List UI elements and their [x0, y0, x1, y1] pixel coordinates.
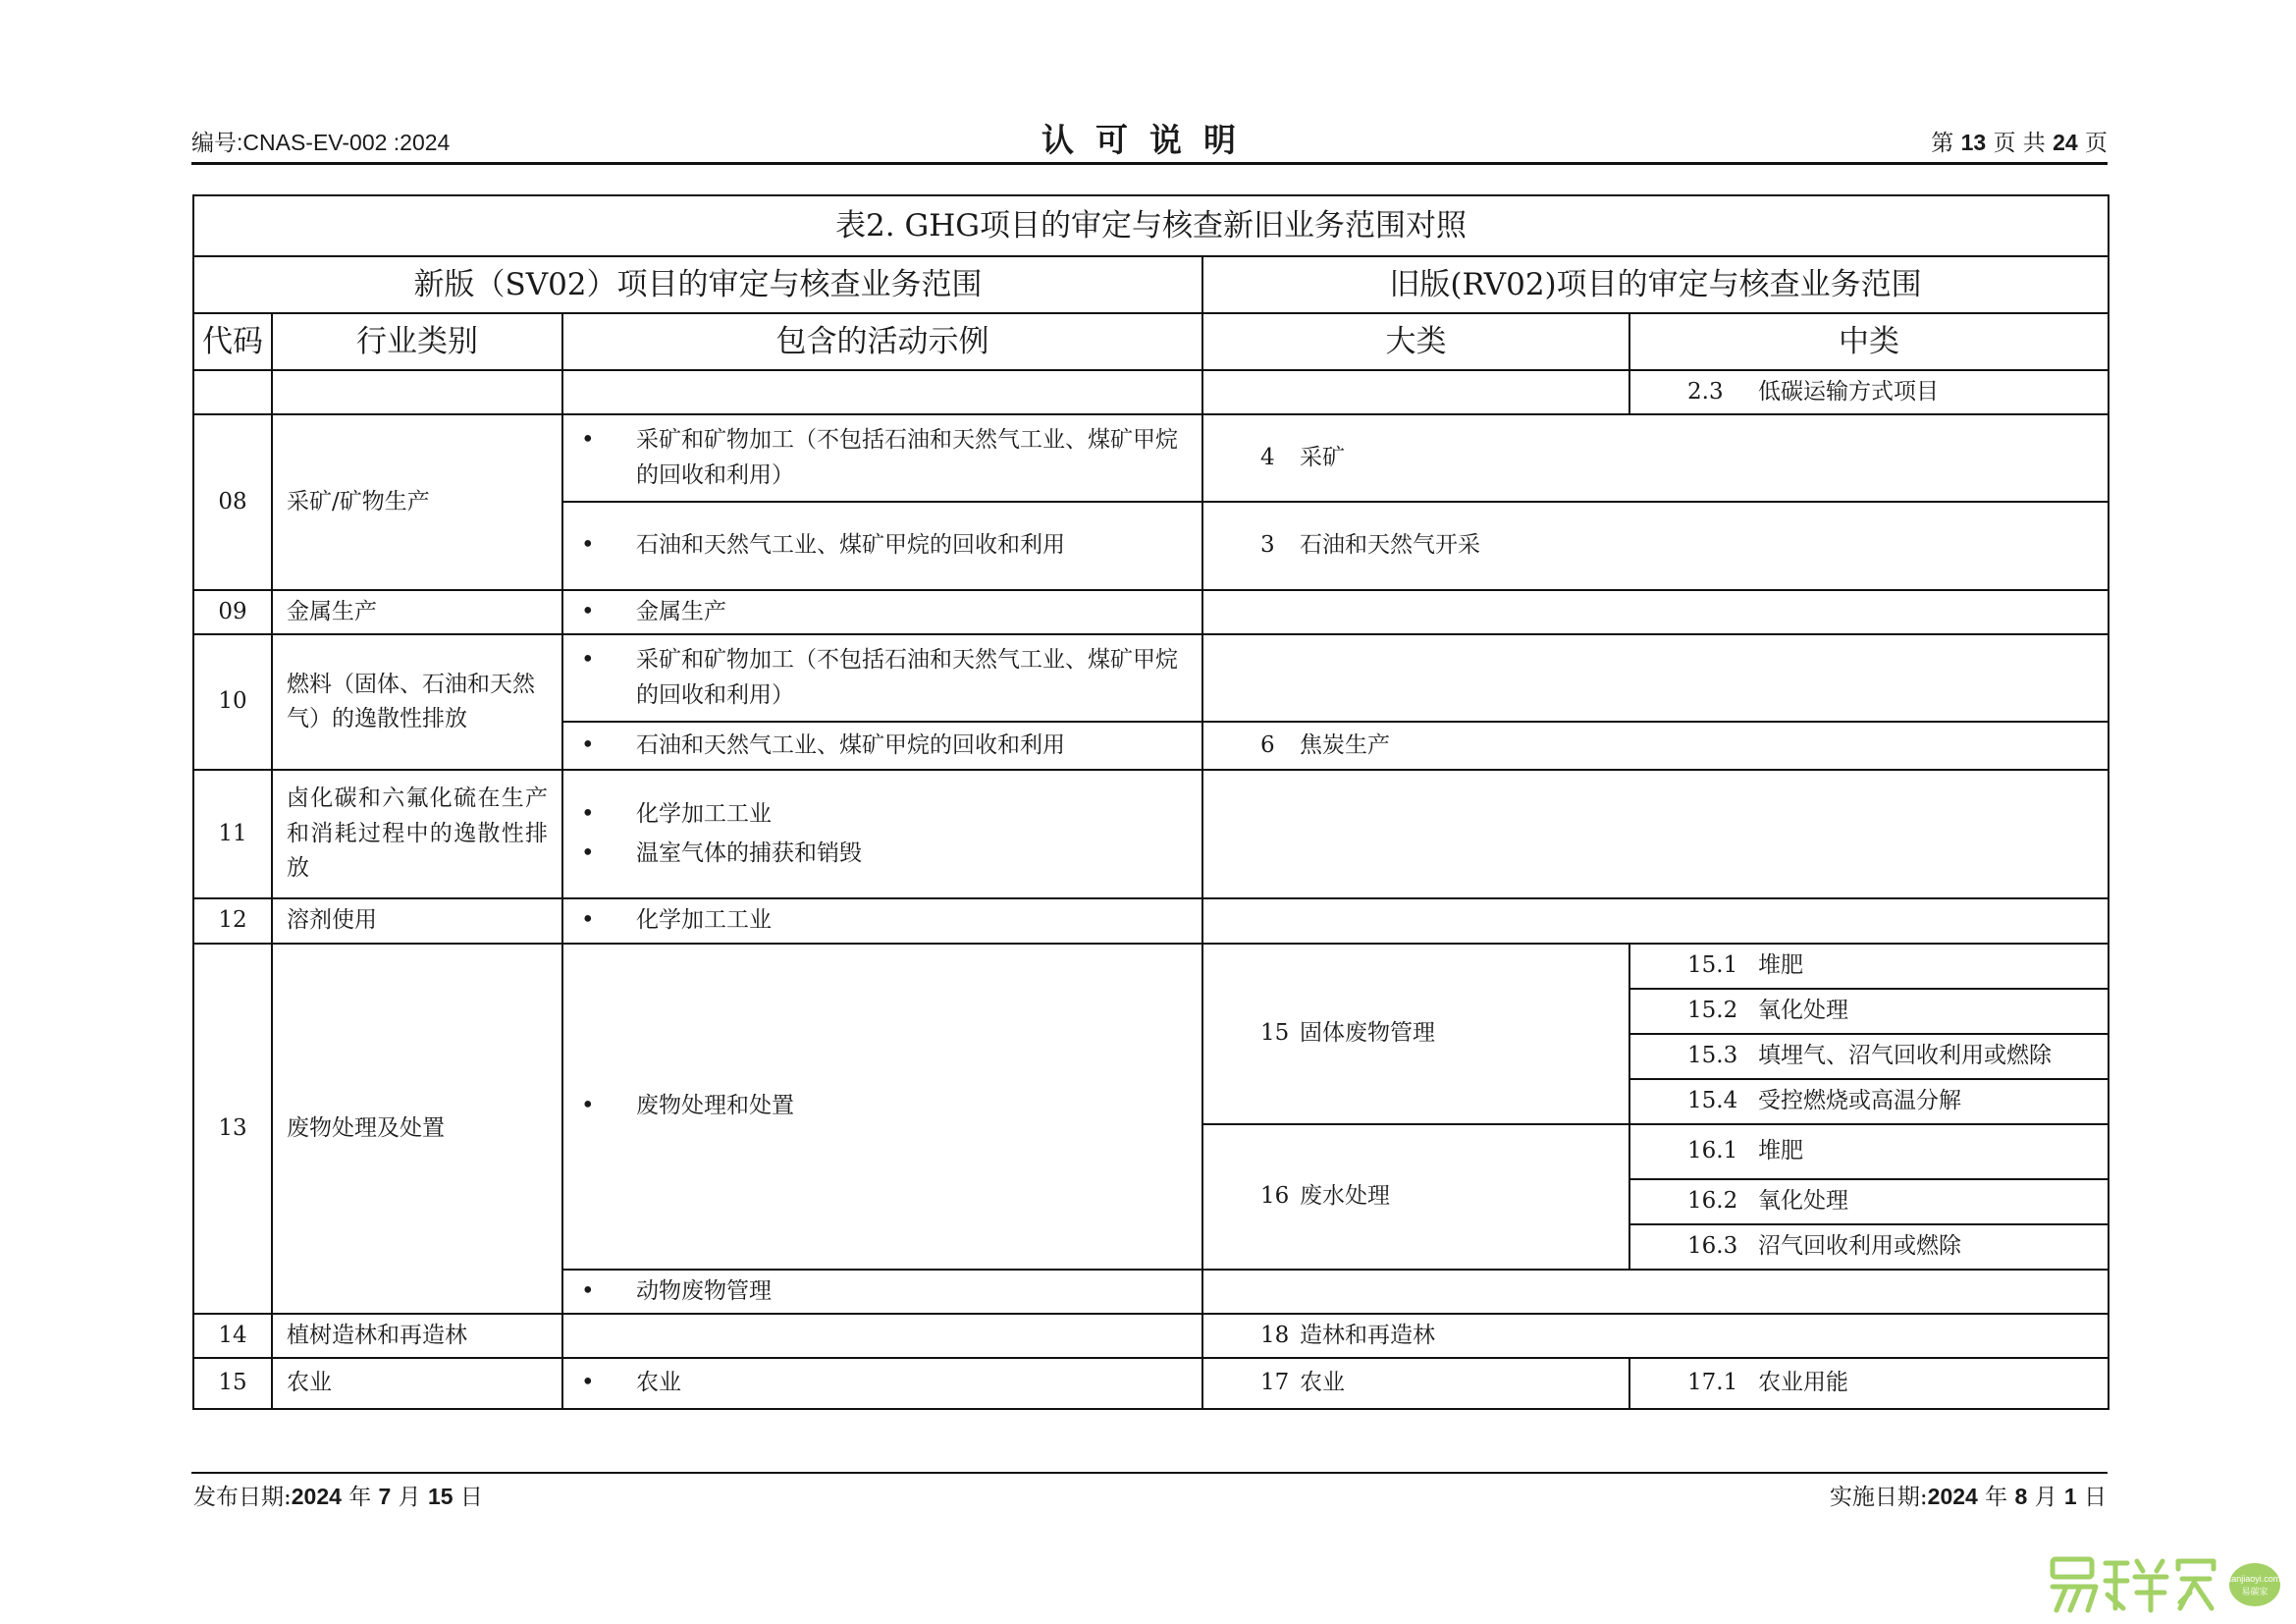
- table-row: [193, 898, 2109, 944]
- col-major-header: 大类: [1202, 313, 1629, 370]
- minor-cell: 15.1 堆肥: [1629, 944, 2109, 989]
- brand-logo-icon: [2047, 1549, 2282, 1618]
- col-industry-header: 行业类别: [272, 313, 562, 370]
- code-cell: 10: [193, 634, 272, 770]
- scope-comparison-table: [192, 194, 2109, 1410]
- old-version-header: 旧版(RV02)项目的审定与核查业务范围: [1202, 256, 2109, 313]
- industry-cell: 燃料（固体、石油和天然气）的逸散性排放: [272, 634, 562, 770]
- minor-cell: 16.3 沼气回收利用或燃除: [1629, 1224, 2109, 1270]
- page-total: 24: [2053, 130, 2078, 155]
- table-row: [193, 414, 2109, 502]
- minor-cell: 16.2 氧化处理: [1629, 1179, 2109, 1224]
- major-cell: 16 废水处理: [1202, 1124, 1629, 1270]
- table-row: [193, 1358, 2109, 1409]
- page-title: 认可说明: [1041, 121, 1257, 159]
- minor-cell: 15.3 填埋气、沼气回收利用或燃除: [1629, 1034, 2109, 1079]
- brand-watermark: [2047, 1549, 2282, 1618]
- major-cell: 4 采矿: [1202, 414, 2109, 502]
- table-row: [193, 590, 2109, 634]
- code-cell: 08: [193, 414, 272, 590]
- svg-text:易碳家: 易碳家: [2241, 1587, 2269, 1597]
- industry-cell: 溶剂使用: [272, 898, 562, 944]
- activity-cell: • 采矿和矿物加工（不包括石油和天然气工业、煤矿甲烷的回收和利用）: [562, 414, 1202, 502]
- major-cell: 6 焦炭生产: [1202, 722, 2109, 770]
- industry-cell: 植树造林和再造林: [272, 1314, 562, 1358]
- page-indicator: 第 13 页 共 24 页: [1931, 130, 2108, 156]
- minor-cell: 16.1 堆肥: [1629, 1124, 2109, 1179]
- table-row: [193, 770, 2109, 898]
- col-code-header: 代码: [193, 313, 272, 370]
- header-rule: [191, 162, 2108, 165]
- code-cell: 09: [193, 590, 272, 634]
- activity-cell: • 金属生产: [562, 590, 1202, 634]
- industry-cell: 金属生产: [272, 590, 562, 634]
- table-title-row: [193, 195, 2109, 256]
- major-cell: 3 石油和天然气开采: [1202, 502, 2109, 590]
- major-cell: 18 造林和再造林: [1202, 1314, 2109, 1358]
- issue-date: 发布日期:2024 年 7 月 15 日: [193, 1484, 483, 1510]
- table-row: [193, 944, 2109, 989]
- industry-cell: 采矿/矿物生产: [272, 414, 562, 590]
- minor-cell: 2.3 低碳运输方式项目: [1629, 370, 2109, 414]
- industry-cell: 废物处理及处置: [272, 944, 562, 1314]
- table-row: [193, 634, 2109, 722]
- minor-cell: 17.1 农业用能: [1629, 1358, 2109, 1409]
- table-row: [193, 1314, 2109, 1358]
- code-cell: 15: [193, 1358, 272, 1409]
- minor-cell: 15.2 氧化处理: [1629, 989, 2109, 1034]
- activity-cell: • 石油和天然气工业、煤矿甲烷的回收和利用: [562, 502, 1202, 590]
- code-cell: 13: [193, 944, 272, 1314]
- activity-cell: • 农业: [562, 1358, 1202, 1409]
- version-header-row: [193, 256, 2109, 313]
- code-cell: 12: [193, 898, 272, 944]
- footer-rule: [191, 1472, 2108, 1474]
- activity-cell: • 采矿和矿物加工（不包括石油和天然气工业、煤矿甲烷的回收和利用）: [562, 634, 1202, 722]
- activity-cell: • 动物废物管理: [562, 1270, 1202, 1314]
- minor-cell: 15.4 受控燃烧或高温分解: [1629, 1079, 2109, 1124]
- major-cell: 17 农业: [1202, 1358, 1629, 1409]
- col-activity-header: 包含的活动示例: [562, 313, 1202, 370]
- activity-cell: • 废物处理和处置: [562, 944, 1202, 1270]
- new-version-header: 新版（SV02）项目的审定与核查业务范围: [193, 256, 1202, 313]
- industry-cell: 卤化碳和六氟化硫在生产和消耗过程中的逸散性排放: [272, 770, 562, 898]
- activity-cell: • 化学加工工业: [562, 898, 1202, 944]
- col-minor-header: 中类: [1629, 313, 2109, 370]
- page-current: 13: [1960, 130, 1987, 155]
- doc-number: 编号:CNAS-EV-002 :2024: [191, 130, 451, 155]
- svg-text:tanjiaoyi.com: tanjiaoyi.com: [2228, 1574, 2281, 1584]
- table-row: [193, 370, 2109, 414]
- code-cell: 11: [193, 770, 272, 898]
- activity-cell: • 化学加工工业 • 温室气体的捕获和销毁: [562, 770, 1202, 898]
- major-cell: 15 固体废物管理: [1202, 944, 1629, 1124]
- activity-cell: • 石油和天然气工业、煤矿甲烷的回收和利用: [562, 722, 1202, 770]
- code-cell: 14: [193, 1314, 272, 1358]
- page-header: [191, 118, 2108, 165]
- industry-cell: 农业: [272, 1358, 562, 1409]
- column-header-row: [193, 313, 2109, 370]
- table-title: 表2. GHG项目的审定与核查新旧业务范围对照: [193, 195, 2109, 256]
- effective-date: 实施日期:2024 年 8 月 1 日: [1829, 1484, 2107, 1510]
